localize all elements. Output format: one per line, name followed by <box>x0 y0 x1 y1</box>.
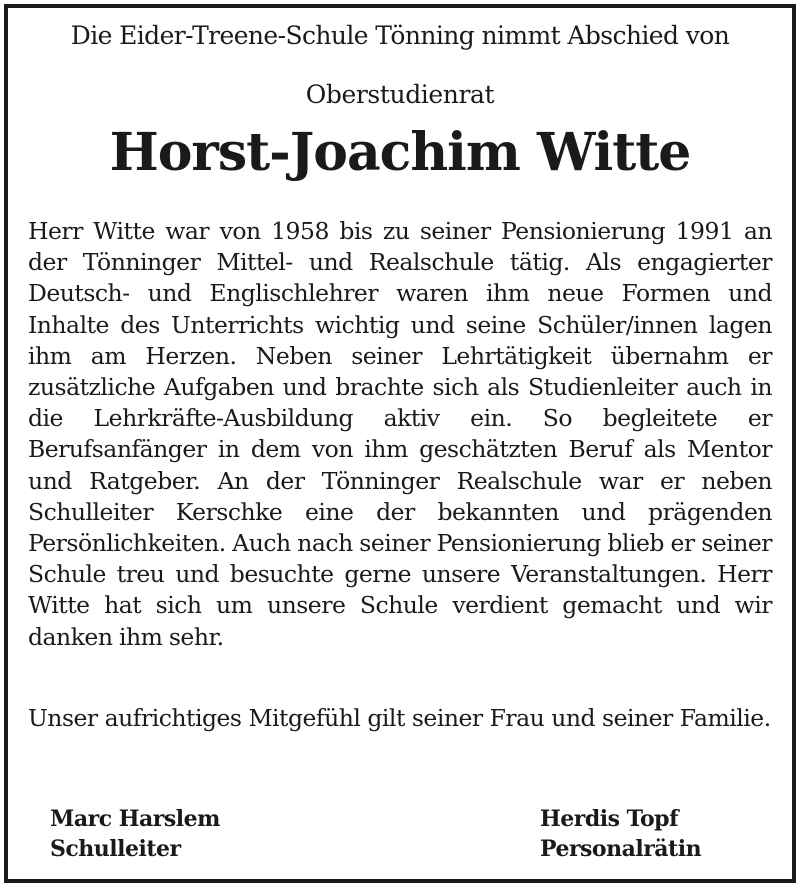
signatory-role: Schulleiter <box>50 836 181 862</box>
signature-block-left <box>50 804 220 864</box>
signatory-role: Personalrätin <box>540 836 702 862</box>
signature-block-right <box>540 804 701 864</box>
deceased-name: Horst-Joachim Witte <box>109 122 691 183</box>
condolence-text: Unser aufrichtiges Mitgefühl gilt seiner Frau und seiner Familie. <box>28 704 771 732</box>
intro-line: Die Eider-Treene-Schule Tönning nimmt Abschied von <box>70 21 730 50</box>
signatory-name: Marc Harslem <box>50 806 220 832</box>
obituary-text: Herr Witte war von 1958 bis zu seiner Pensionierung 1991 an der Tönninger Mittel- und Realschule tätig. Als engagierter Deutsch- und Englischlehrer waren ihm neue Formen und Inhalte des Unterrichts wichtig und seine Schüler/innen lagen ihm am Herzen. Neben seiner Lehrtätigkeit übernahm er zusätzliche Aufgaben und brachte sich als Studienleiter auch in die Lehrkräfte-Ausbildung aktiv ein. So begleitete er Berufsanfänger in dem von ihm geschätzten Beruf als Mentor und Ratgeber. An der Tönninger Realschule war er neben Schulleiter Kerschke eine der bekannten und prägenden Persönlichkeiten. Auch nach seiner Pensionierung blieb er seiner Schule treu und besuchte gerne unsere Veranstaltungen. Herr Witte hat sich um unsere Schule verdient gemacht und wir danken ihm sehr. <box>28 217 772 651</box>
signatory-name: Herdis Topf <box>540 806 679 832</box>
academic-title: Oberstudienrat <box>305 80 495 109</box>
